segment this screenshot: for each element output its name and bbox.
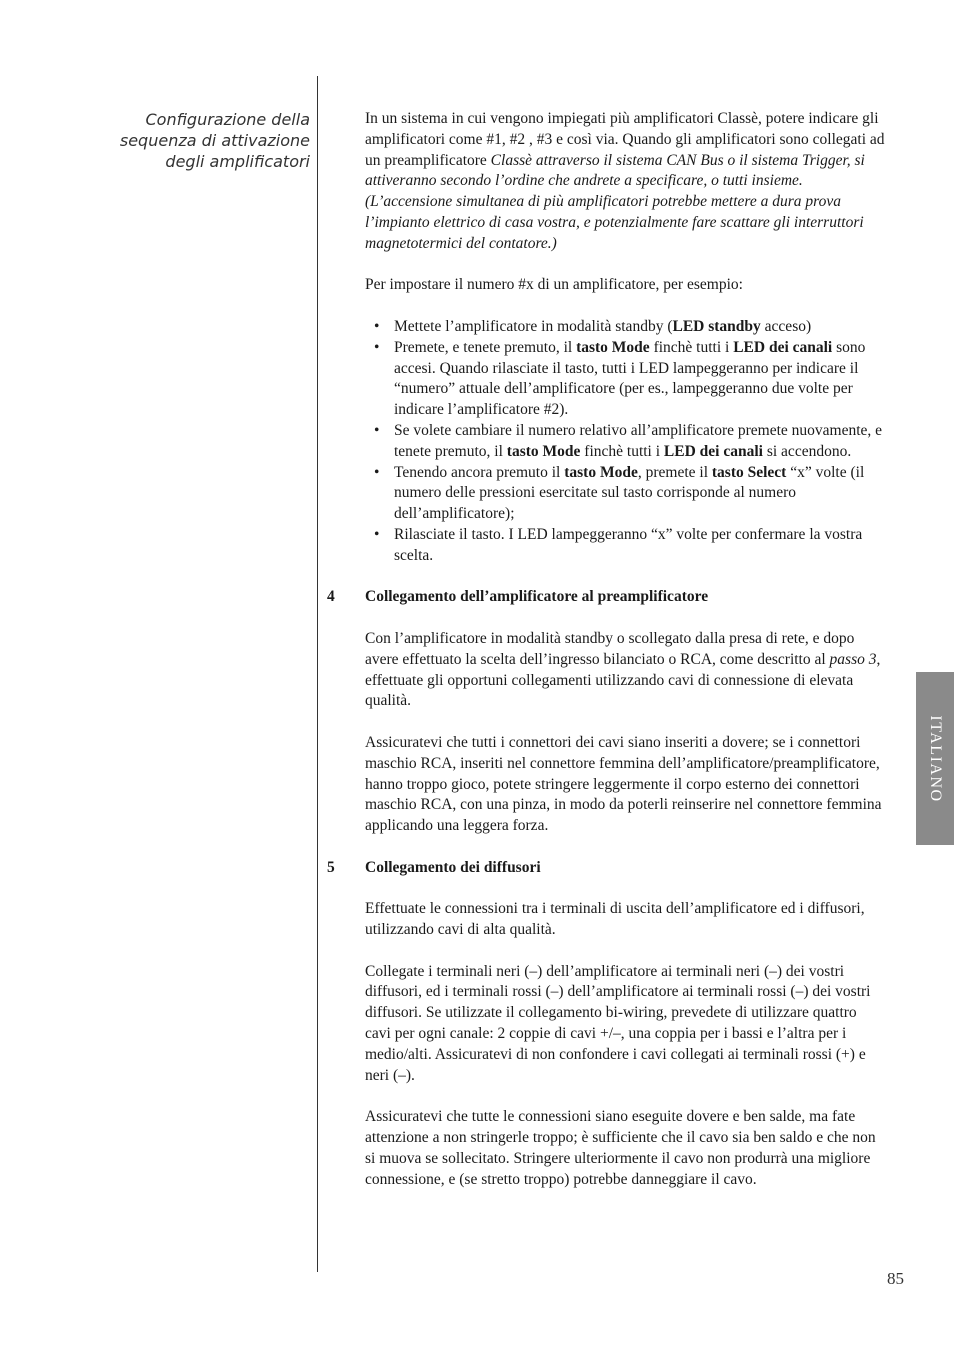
section-5 [327,858,885,1191]
section-heading-line: sequenza di attivazione [119,131,310,150]
section-number: 4 [327,588,335,606]
list-item: • Premete, e tenete premuto, il tasto Mode finchè tutti i LED dei canali sono accesi. Quando rilasciate il tasto, tutti i LED lampeggeranno per indicare il “numero” attuale dell’amplificatore (per es., lampeggeranno due volte per indicare l’amplificatore #2). [394,338,885,421]
section-title: Collegamento dei diffusori [365,858,541,876]
language-tab [916,672,954,845]
list-item: • Rilasciate il tasto. I LED lampeggeranno “x” volte per confermare la vostra scelta. [394,525,885,567]
intro-paragraph-2: Per impostare il numero #x di un amplificatore, per esempio: [365,276,743,294]
list-item: • Mettete l’amplificatore in modalità standby (LED standby acceso) [394,317,885,338]
intro-paragraph: In un sistema in cui vengono impiegati più amplificatori Classè, potere indicare gli amplificatori come #1, #2 , #3 e così via. Quando gli amplificatori sono collegati ad un preamplificatore Classè attraverso il sistema CAN Bus o il sistema Trigger, si attiveranno secondo l’ordine che andrete a specificare, o tutti insieme. (L’accensione simultanea di più amplificatori potrebbe mettere a dura prova l’impianto elettrico di casa vostra, e potenzialmente fare scattare gli interruttori magnetotermici del contatore.) [365,110,885,252]
section-heading-line: degli amplificatori [165,152,310,171]
section-paragraph: Collegate i terminali neri (–) dell’amplificatore ai terminali neri (–) dei vostri diffusori, ed i terminali rossi (–) dell’amplificatore ai terminali rossi (–) dei vostri diffusori. Se utilizzate il collegamento bi-wiring, prevedete di utilizzare quattro cavi per ogni canale: 2 coppie di cavi +/–, una coppia per i bassi e l’altra per i medio/alti. Assicuratevi di non confondere i cavi collegati ai terminali rossi (+) e neri (–). [365,962,871,1084]
steps-list [365,317,885,567]
list-item: • Tenendo ancora premuto il tasto Mode, premete il tasto Select “x” volte (il numero delle pressioni esercitate sul tasto corrisponde al numero dell’amplificatore); [394,463,885,525]
section-heading-line: Configurazione della [145,110,310,129]
section-4 [327,587,885,837]
section-paragraph: Assicuratevi che tutte le connessioni siano eseguite dovere e ben salde, ma fate attenzione a non stringerle troppo; è sufficiente che il cavo sia ben saldo e che non si muova se sollecitato. Stringere ulteriormente il cavo non produrrà una migliore connessione, e (se stretto troppo) potrebbe danneggiare il cavo. [365,1108,876,1188]
section-heading [100,109,310,172]
page-number: 85 [887,1269,904,1288]
section-paragraph: Assicuratevi che tutti i connettori dei cavi siano inseriti a dovere; se i connettori maschio RCA, inseriti nel connettore femmina dell’amplificatore/preamplificatore, hanno troppo gioco, potete stringere leggermente il corpo esterno dei connettori maschio RCA, con una pinza, in modo da poterli reinserire nel connettore femmina applicando una leggera forza. [365,733,882,835]
language-tab-label: ITALIANO [927,714,944,803]
main-content [327,109,885,1211]
section-number: 5 [327,858,335,876]
section-title: Collegamento dell’amplificatore al preamplificatore [365,588,709,606]
section-paragraph: Effettuate le connessioni tra i terminali di uscita dell’amplificatore ed i diffusori, utilizzando cavi di alta qualità. [365,900,865,939]
section-paragraph: Con l’amplificatore in modalità standby o scollegato dalla presa di rete, e dopo avere effettuato la scelta dell’ingresso bilanciato o RCA, come descritto al passo 3, effettuate gli opportuni collegamenti utilizzando cavi di connessione di elevata qualità. [365,629,881,710]
column-divider [317,76,318,1272]
list-item: • Se volete cambiare il numero relativo all’amplificatore premete nuovamente, e tenete premuto, il tasto Mode finchè tutti i LED dei canali si accendono. [394,421,885,463]
